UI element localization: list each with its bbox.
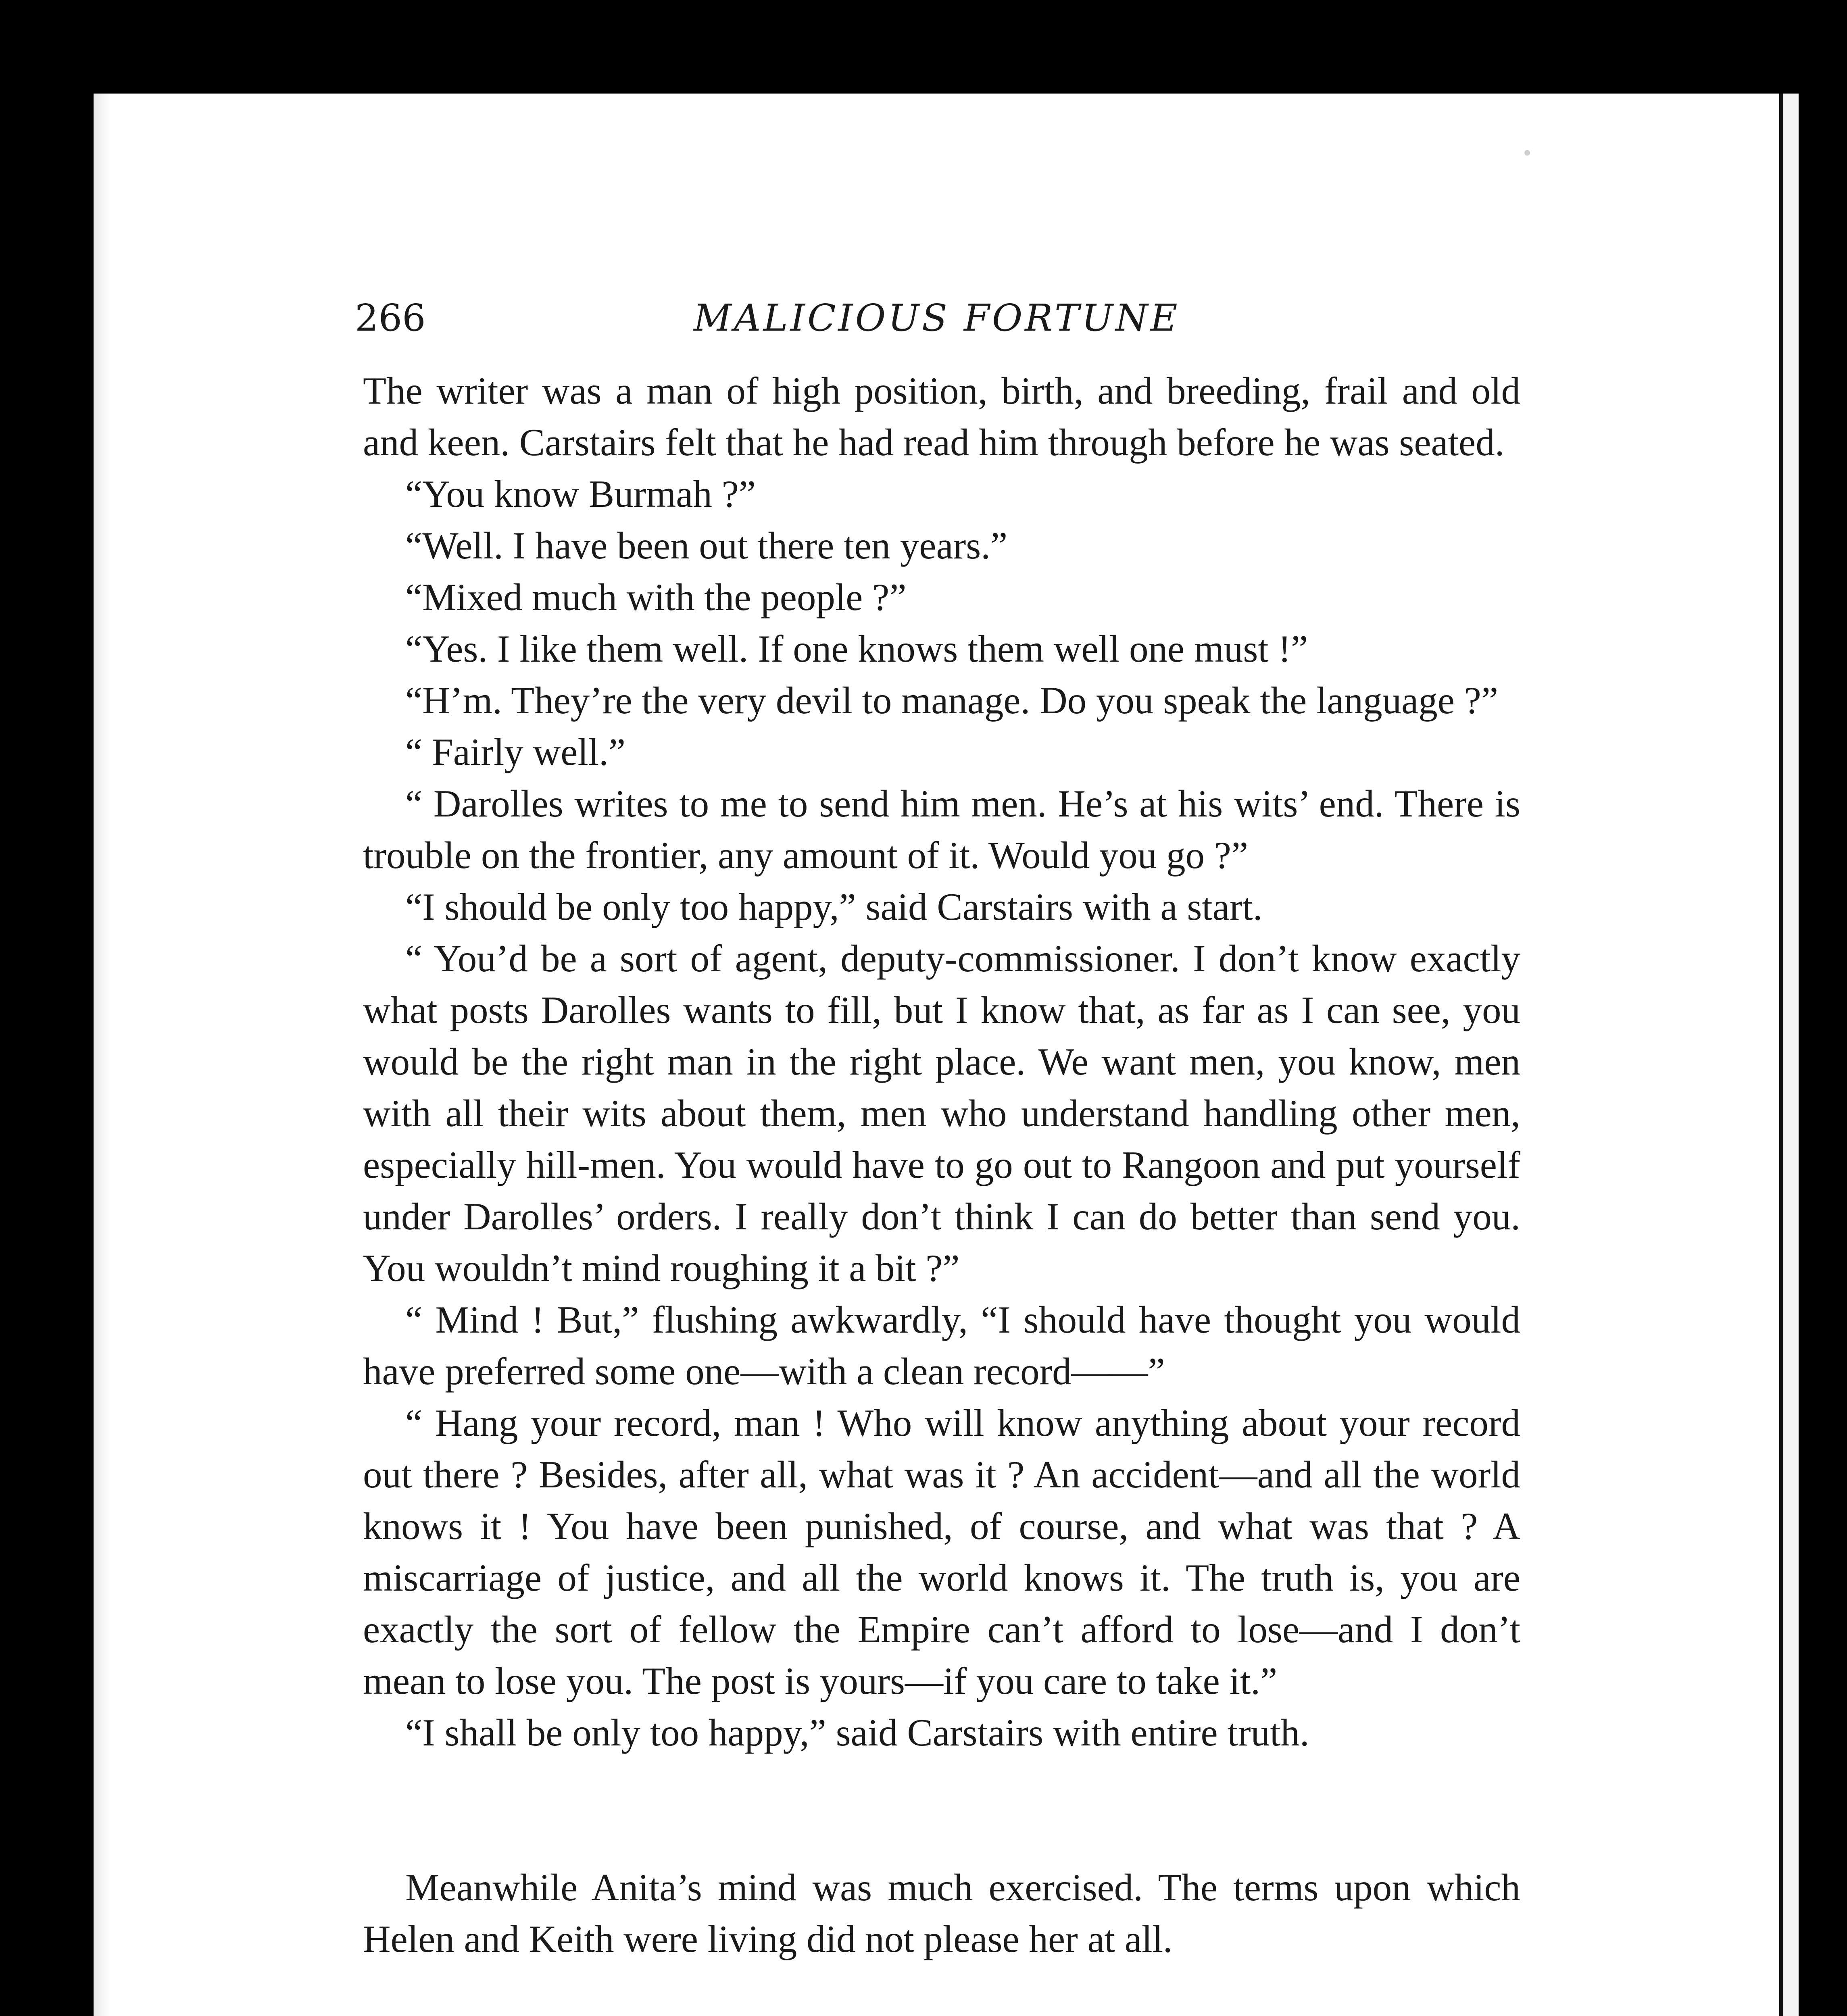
paragraph: “ You’d be a sort of agent, deputy-commissioner. I don’t know exactly what posts Darolles wants to fill, but I know that, as far as I can see, you would be the right man in the right place. We want men, you know, men with all their wits about them, men who understand handling other men, especially hill-men. You would have to go out to Rangoon and put yourself under Darolles’ orders. I really don’t think I can do better than send you. You wouldn’t mind roughing it a bit ?” bbox=[363, 937, 1520, 1289]
paragraph: “I should be only too happy,” said Carstairs with a start. bbox=[405, 885, 1263, 928]
paragraph: “Yes. I like them well. If one knows them well one must !” bbox=[405, 627, 1308, 670]
page-gutter-edge bbox=[1779, 94, 1799, 2016]
paragraph: “ Hang your record, man ! Who will know anything about your record out there ? Besides, after all, what was it ? An accident—and all the world knows it ! You have been punished, of course, and what was that ? A miscarriage of justice, and all the world knows it. The truth is, you are exactly the sort of fellow the Empire can’t afford to lose—and I don’t mean to lose you. The post is yours—if you care to take it.” bbox=[363, 1402, 1520, 1702]
paragraph: “ Mind ! But,” flushing awkwardly, “I should have thought you would have preferred some one—with a clean record——” bbox=[363, 1298, 1520, 1393]
page-left-shadow bbox=[94, 94, 110, 2016]
paragraph: “H’m. They’re the very devil to manage. Do you speak the language ?” bbox=[405, 679, 1499, 722]
paragraph: “You know Burmah ?” bbox=[405, 473, 756, 515]
paragraph: Meanwhile Anita’s mind was much exercised. The terms upon which Helen and Keith were living did not please her at all. bbox=[363, 1866, 1520, 1960]
paragraph: “I shall be only too happy,” said Carstairs with entire truth. bbox=[405, 1711, 1309, 1754]
running-head bbox=[355, 296, 1524, 349]
dust-speck bbox=[1524, 150, 1530, 156]
book-title: MALICIOUS FORTUNE bbox=[694, 296, 1180, 339]
paragraph: “Well. I have been out there ten years.” bbox=[405, 524, 1008, 567]
body-text bbox=[363, 365, 1520, 1965]
paragraph: “ Darolles writes to me to send him men. He’s at his wits’ end. There is trouble on the frontier, any amount of it. Would you go ?” bbox=[363, 782, 1520, 877]
paragraph: “ Fairly well.” bbox=[405, 731, 626, 773]
paragraph: “Mixed much with the people ?” bbox=[405, 576, 907, 619]
paragraph: The writer was a man of high position, birth, and breeding, frail and old and keen. Carstairs felt that he had read him through before he was seated. bbox=[363, 369, 1520, 464]
page-number: 266 bbox=[355, 296, 426, 339]
